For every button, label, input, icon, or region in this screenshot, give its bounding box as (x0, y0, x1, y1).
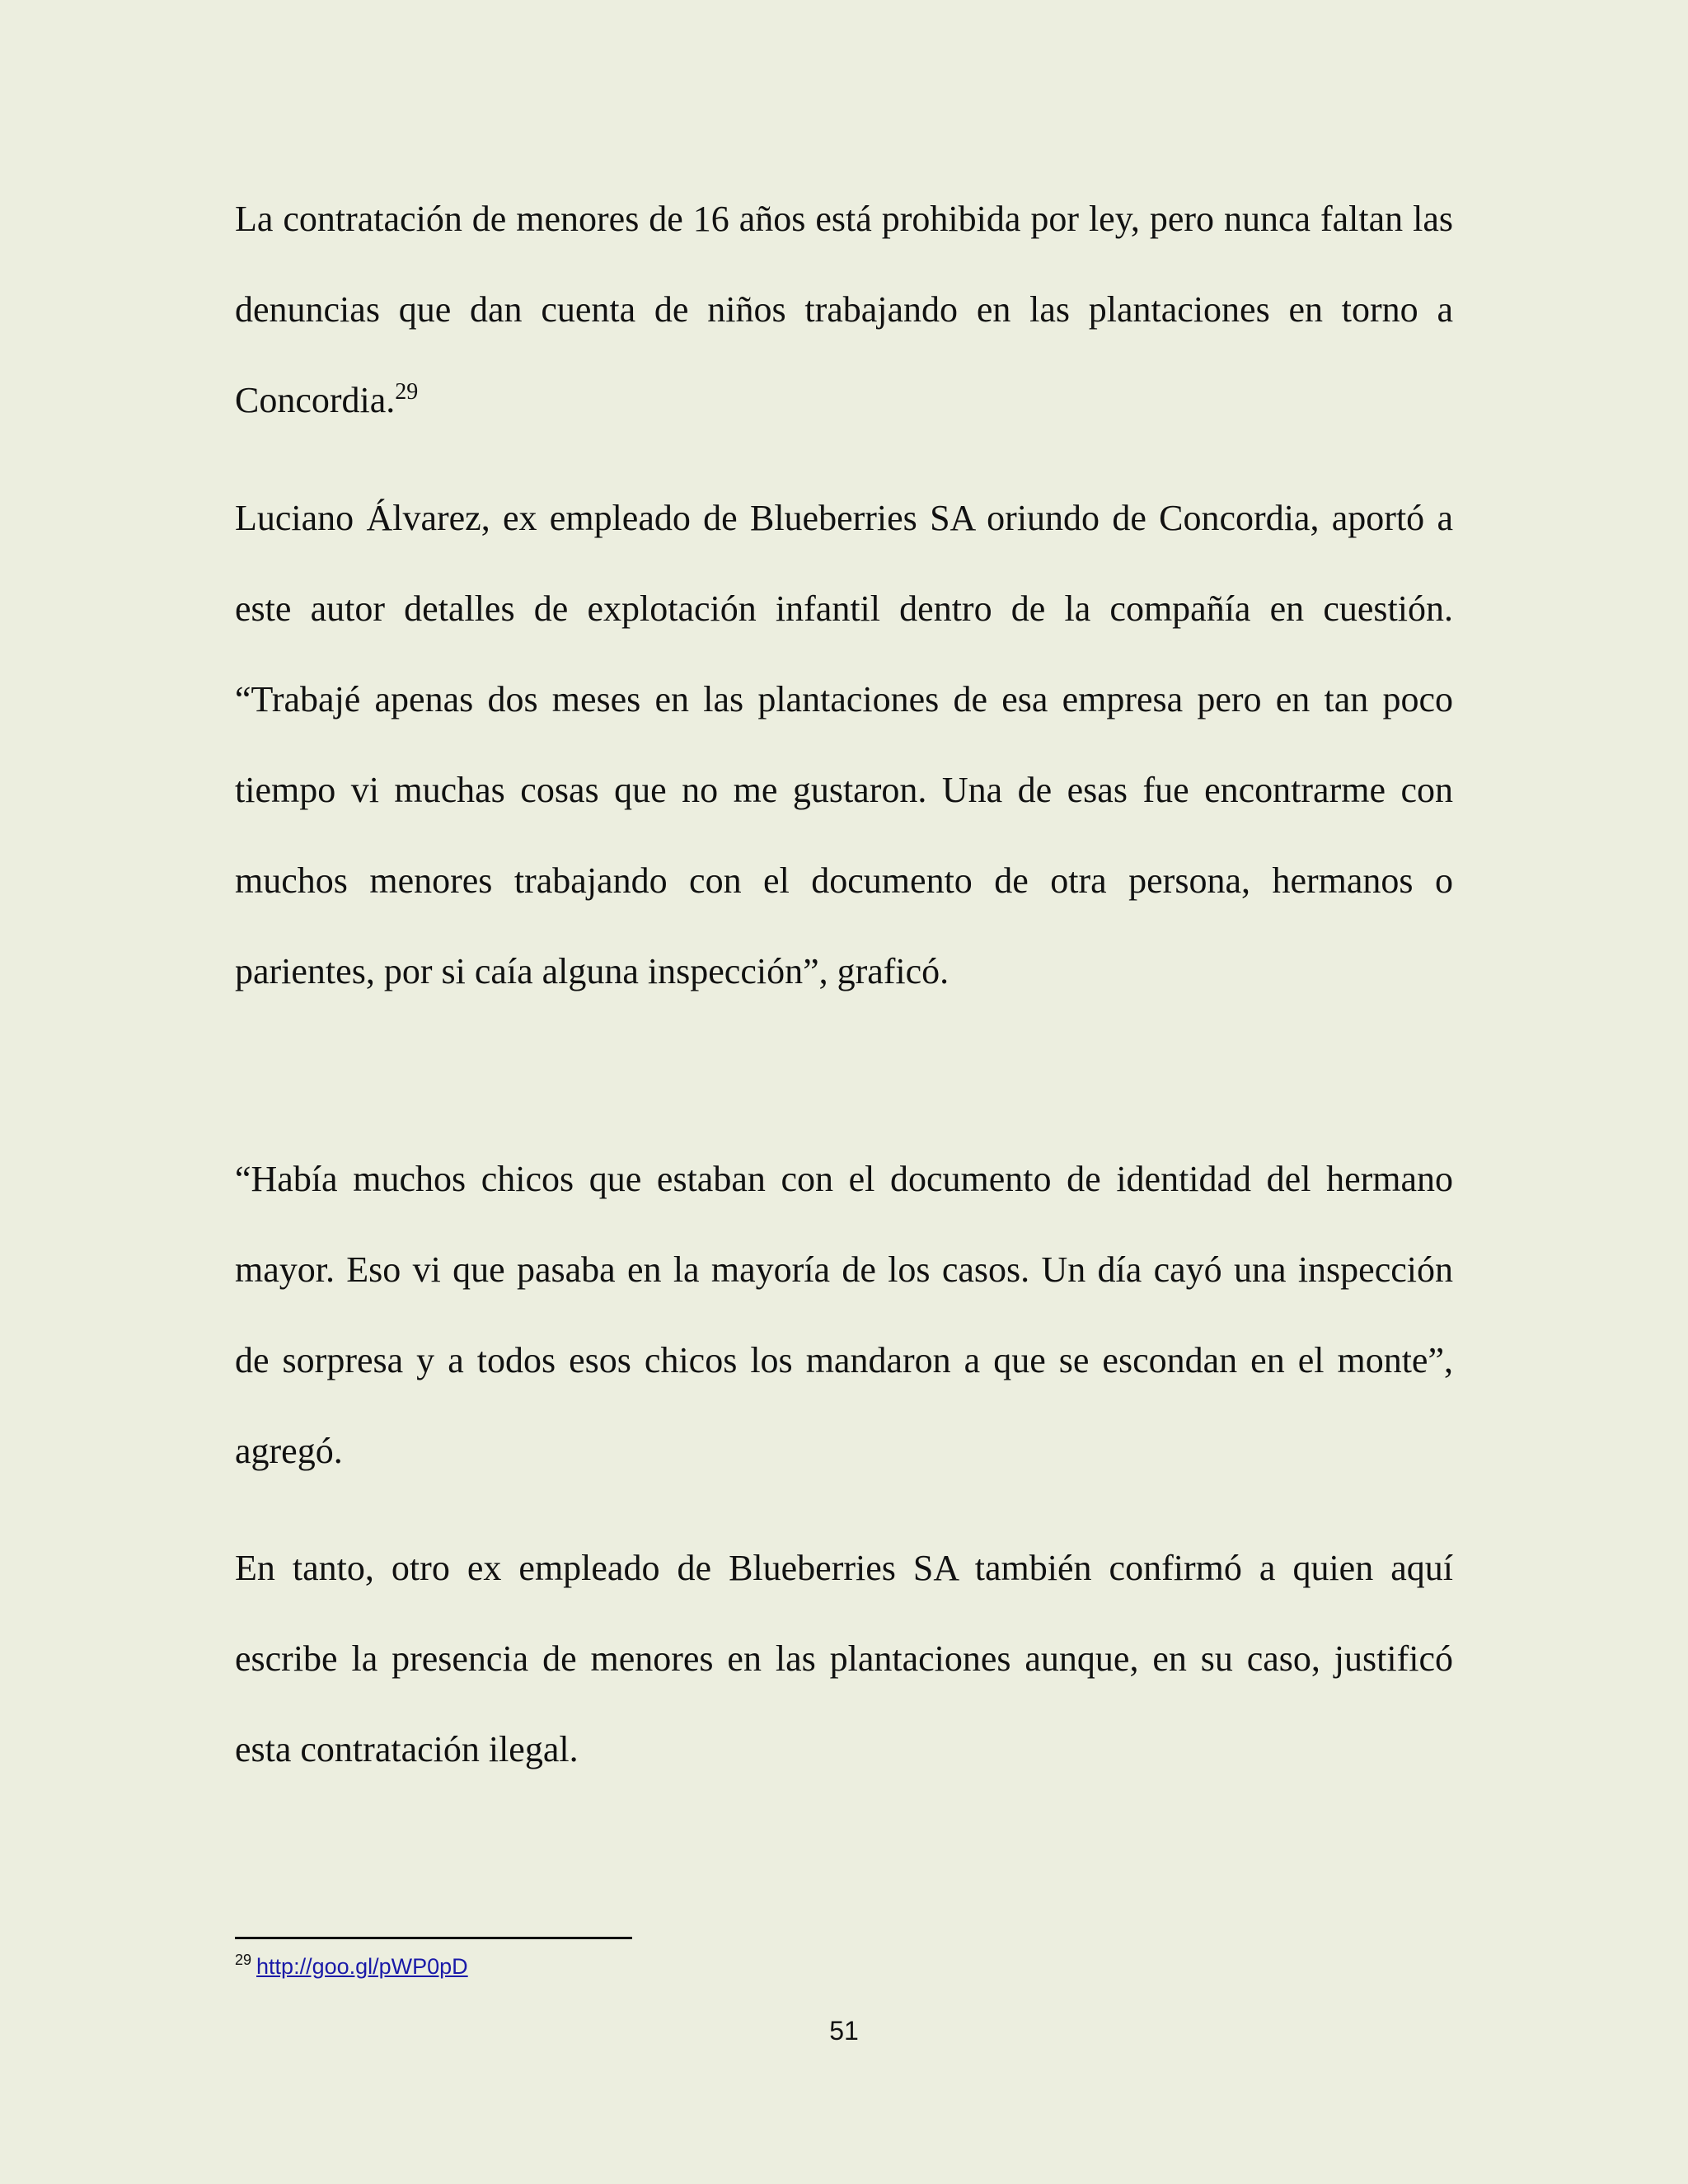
paragraph-1 (235, 174, 1453, 446)
footnote-separator (235, 1937, 632, 1939)
paragraph-1-text: La contratación de menores de 16 años está prohibida por ley, pero nunca faltan las denuncias que dan cuenta de niños trabajando en las plantaciones en torno a Concordia. (235, 199, 1453, 420)
paragraph-2 (235, 473, 1453, 1017)
footnote-reference: 29 (395, 379, 419, 405)
paragraph-2-text: Luciano Álvarez, ex empleado de Blueberries SA oriundo de Concordia, aportó a este autor detalles de explotación infantil dentro de la compañía en cuestión. “Trabajé apenas dos meses en las plantaciones de esa empresa pero en tan poco tiempo vi muchas cosas que no me gustaron. Una de esas fue encontrarme con muchos menores trabajando con el documento de otra persona, hermanos o parientes, por si caía alguna inspección”, graficó. (235, 498, 1453, 991)
paragraph-3-text: “Había muchos chicos que estaban con el documento de identidad del hermano mayor. Eso vi que pasaba en la mayoría de los casos. Un día cayó una inspección de sorpresa y a todos esos chicos los mandaron a que se escondan en el monte”, agregó. (235, 1159, 1453, 1471)
paragraph-4 (235, 1523, 1453, 1795)
paragraph-4-text: En tanto, otro ex empleado de Blueberries SA también confirmó a quien aquí escribe la presencia de menores en las plantaciones aunque, en su caso, justificó esta contratación ilegal. (235, 1548, 1453, 1769)
footnote-link[interactable]: http://goo.gl/pWP0pD (256, 1954, 468, 1979)
paragraph-3 (235, 1134, 1453, 1497)
footnote (235, 1952, 468, 1981)
page-number: 51 (829, 2016, 859, 2046)
footnote-number: 29 (235, 1952, 252, 1968)
